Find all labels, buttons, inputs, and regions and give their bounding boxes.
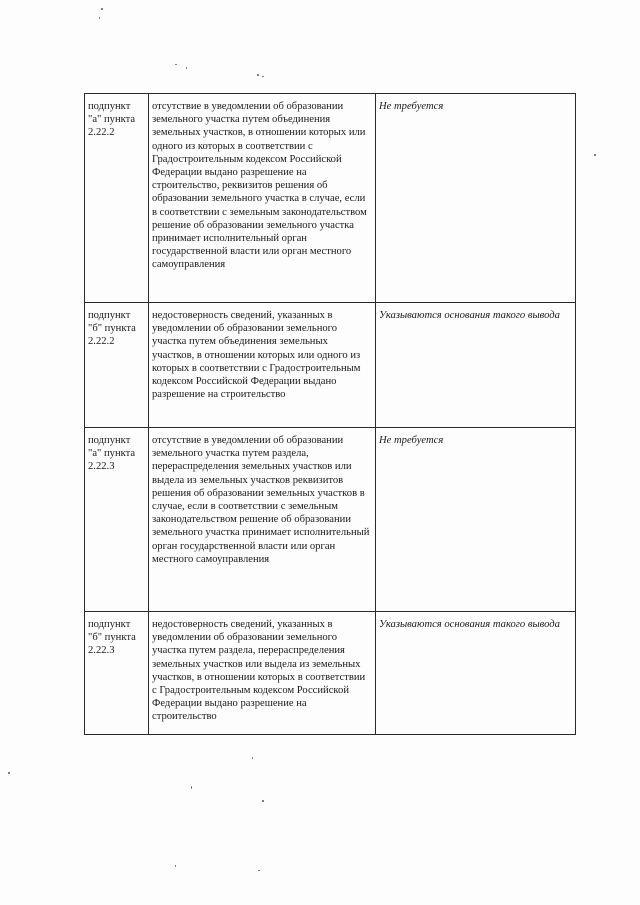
clause-reference: подпункт "б" пункта 2.22.3 <box>85 612 149 735</box>
ground-description: отсутствие в уведомлении об образовании земельного участка путем объединения земельных участков, в отношении которых или одного из которых в соответствии с Градостроительным кодексом Российской Федерации выдано разрешение на строительство, реквизитов решения об образовании земельного участка в случае, если в соответствии с земельным законодательством решение об образовании земельного участка принимает исполнительный орган государственной власти или орган местного самоуправления <box>149 94 376 303</box>
explanation-requirement: Указываются основания такого вывода <box>376 303 576 428</box>
scan-speck <box>99 17 100 19</box>
scan-speck <box>8 772 10 774</box>
table-row <box>85 612 576 735</box>
table-row <box>85 303 576 428</box>
explanation-requirement: Не требуется <box>376 428 576 612</box>
grounds-table <box>84 93 576 735</box>
table-row <box>85 94 576 303</box>
scan-speck <box>175 64 177 65</box>
ground-description: недостоверность сведений, указанных в уведомлении об образовании земельного участка путем объединения земельных участков, в отношении которых или одного из которых в соответствии с Градостроительным кодексом Российской Федерации выдано разрешение на строительство <box>149 303 376 428</box>
clause-reference: подпункт "а" пункта 2.22.2 <box>85 94 149 303</box>
scan-speck <box>257 74 259 76</box>
clause-reference: подпункт "а" пункта 2.22.3 <box>85 428 149 612</box>
table-row <box>85 428 576 612</box>
clause-reference: подпункт "б" пункта 2.22.2 <box>85 303 149 428</box>
explanation-requirement: Указываются основания такого вывода <box>376 612 576 735</box>
ground-description: отсутствие в уведомлении об образовании земельного участка путем раздела, перераспределения земельных участков или выдела из земельных участков реквизитов решения об образовании земельных участков в случае, если в соответствии с земельным законодательством решение об образовании земельного участка принимает исполнительный орган государственной власти или орган местного самоуправления <box>149 428 376 612</box>
scan-speck <box>594 154 596 156</box>
scan-speck <box>262 76 264 77</box>
scan-speck <box>191 786 192 789</box>
scan-speck <box>252 757 253 759</box>
scan-speck <box>101 8 103 10</box>
scan-speck <box>258 870 260 871</box>
ground-description: недостоверность сведений, указанных в уведомлении об образовании земельного участка путем раздела, перераспределения земельных участков или выдела из земельных участков, в отношении которых в соответствии с Градостроительным кодексом Российской Федерации выдано разрешение на строительство <box>149 612 376 735</box>
scan-speck <box>175 865 176 867</box>
explanation-requirement: Не требуется <box>376 94 576 303</box>
scan-speck <box>186 67 187 69</box>
scan-speck <box>262 800 264 802</box>
